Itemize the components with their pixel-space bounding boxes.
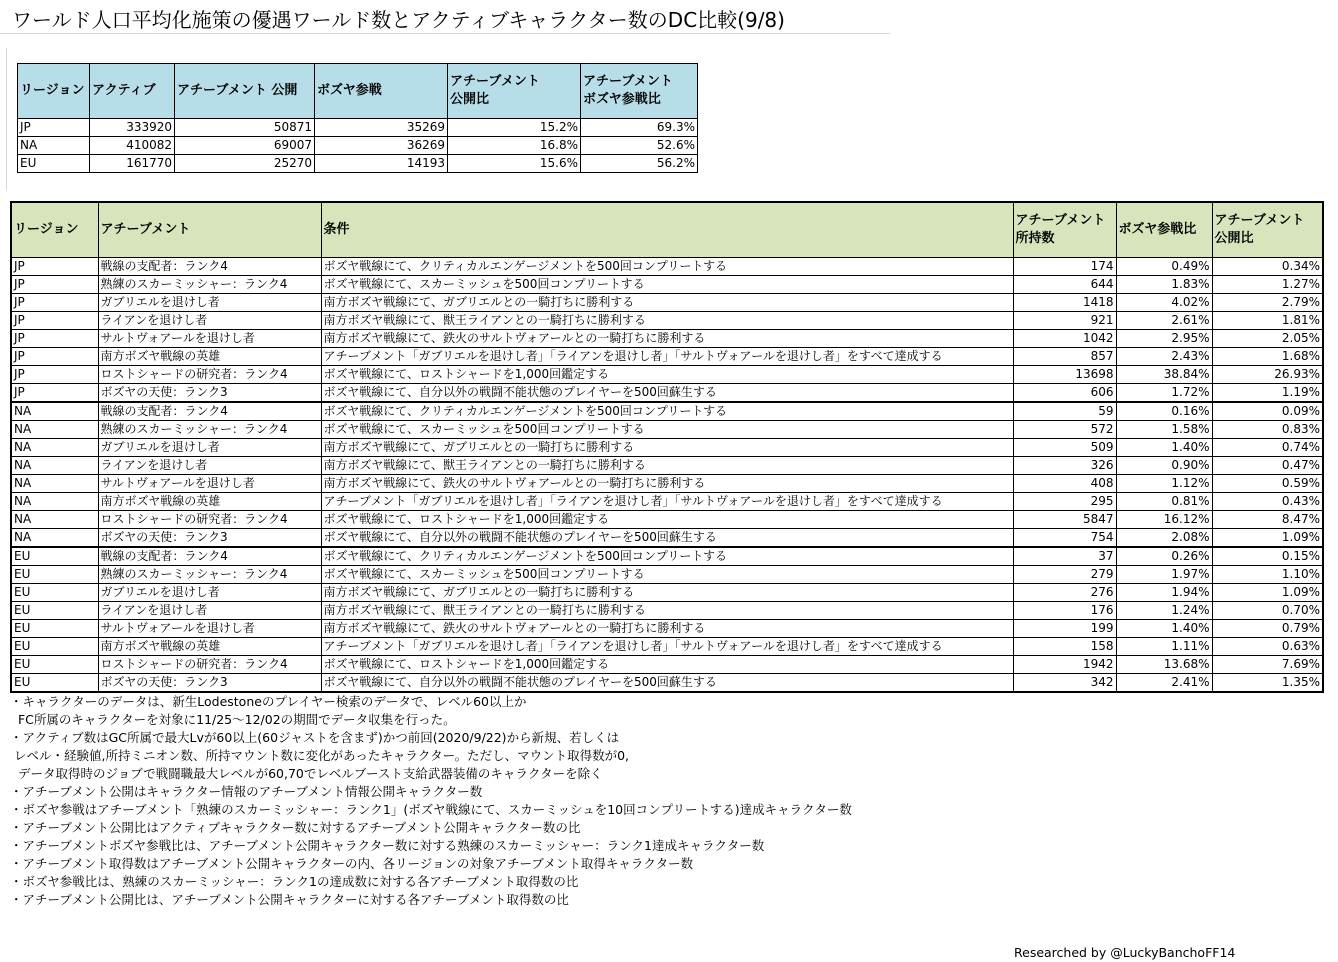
- table-cell: 0.34%: [1212, 258, 1323, 276]
- table-cell: 13698: [1013, 366, 1116, 384]
- table-cell: ボズヤの天使：ランク3: [98, 529, 321, 548]
- table-cell: 0.47%: [1212, 457, 1323, 475]
- table-cell: NA: [11, 493, 98, 511]
- table-cell: 1.83%: [1116, 276, 1212, 294]
- page-title: ワールド人口平均化施策の優遇ワールド数とアクティブキャラクター数のDC比較(9/8): [12, 8, 785, 32]
- table-row: [11, 656, 1323, 674]
- table-cell: 509: [1013, 439, 1116, 457]
- table-cell: ボズヤ戦線にて、自分以外の戦闘不能状態のプレイヤーを500回蘇生する: [321, 529, 1013, 548]
- table-cell: 1.72%: [1116, 384, 1212, 403]
- table-cell: 0.90%: [1116, 457, 1212, 475]
- table-cell: 26.93%: [1212, 366, 1323, 384]
- note-line: ・アチーブメント公開比は、アチーブメント公開キャラクターに対する各アチーブメント取得数の比: [10, 892, 569, 907]
- table-cell: 0.15%: [1212, 547, 1323, 566]
- table-cell: 16.12%: [1116, 511, 1212, 529]
- table-cell: 2.05%: [1212, 330, 1323, 348]
- table-cell: 644: [1013, 276, 1116, 294]
- table-row: [18, 155, 698, 173]
- table-cell: JP: [11, 276, 98, 294]
- table-cell: 1.40%: [1116, 439, 1212, 457]
- table-row: [11, 547, 1323, 566]
- table-cell: JP: [11, 384, 98, 403]
- table-row: [11, 366, 1323, 384]
- note-line: ・アチーブメント公開はキャラクター情報のアチーブメント情報公開キャラクター数: [10, 784, 483, 799]
- table-cell: 1942: [1013, 656, 1116, 674]
- table-cell: 15.6%: [448, 155, 581, 173]
- table-cell: 69007: [175, 137, 315, 155]
- table-cell: 0.26%: [1116, 547, 1212, 566]
- table-row: [11, 402, 1323, 421]
- table-row: [11, 439, 1323, 457]
- table-cell: 熟練のスカーミッシャー：ランク4: [98, 421, 321, 439]
- table-row: [11, 602, 1323, 620]
- table-cell: ボズヤの天使：ランク3: [98, 384, 321, 403]
- column-header: アチーブメント: [98, 202, 321, 258]
- column-header: リージョン: [11, 202, 98, 258]
- column-header: アクティブ: [90, 64, 175, 119]
- table-cell: ボズヤ戦線にて、クリティカルエンゲージメントを500回コンプリートする: [321, 547, 1013, 566]
- table-cell: EU: [11, 620, 98, 638]
- table-cell: ガブリエルを退けし者: [98, 439, 321, 457]
- table-cell: 1.11%: [1116, 638, 1212, 656]
- table-cell: 南方ボズヤ戦線にて、鉄火のサルトヴォアールとの一騎打ちに勝利する: [321, 330, 1013, 348]
- table-cell: 1.40%: [1116, 620, 1212, 638]
- table-cell: 1.09%: [1212, 529, 1323, 548]
- table-cell: 南方ボズヤ戦線にて、ガブリエルとの一騎打ちに勝利する: [321, 294, 1013, 312]
- table-cell: ボズヤ戦線にて、ロストシャードを1,000回鑑定する: [321, 366, 1013, 384]
- table-cell: 158: [1013, 638, 1116, 656]
- table-cell: 56.2%: [581, 155, 698, 173]
- table-cell: ボズヤ戦線にて、クリティカルエンゲージメントを500回コンプリートする: [321, 258, 1013, 276]
- table-cell: 2.41%: [1116, 674, 1212, 693]
- note-line: ・キャラクターのデータは、新生Lodestoneのプレイヤー検索のデータで、レベル60以上か: [10, 694, 527, 709]
- table-cell: 南方ボズヤ戦線にて、ガブリエルとの一騎打ちに勝利する: [321, 584, 1013, 602]
- table-cell: 4.02%: [1116, 294, 1212, 312]
- table-cell: 176: [1013, 602, 1116, 620]
- table-cell: EU: [11, 547, 98, 566]
- table-cell: 0.63%: [1212, 638, 1323, 656]
- table-cell: NA: [11, 457, 98, 475]
- table-cell: 0.70%: [1212, 602, 1323, 620]
- table-cell: 410082: [90, 137, 175, 155]
- table-cell: 37: [1013, 547, 1116, 566]
- divider: [0, 33, 890, 34]
- table-cell: 南方ボズヤ戦線の英雄: [98, 348, 321, 366]
- divider: [6, 48, 7, 190]
- note-line: レベル・経験値,所持ミニオン数、所持マウント数に変化があったキャラクター。ただし、マウント取得数が0,: [10, 748, 630, 763]
- table-cell: 戦線の支配者：ランク4: [98, 547, 321, 566]
- table-cell: EU: [11, 584, 98, 602]
- table-row: [11, 511, 1323, 529]
- table-cell: NA: [11, 402, 98, 421]
- table-cell: 0.43%: [1212, 493, 1323, 511]
- table-cell: 南方ボズヤ戦線の英雄: [98, 638, 321, 656]
- table-cell: 174: [1013, 258, 1116, 276]
- table-cell: 1.19%: [1212, 384, 1323, 403]
- table-row: [18, 119, 698, 137]
- table-cell: サルトヴォアールを退けし者: [98, 620, 321, 638]
- table-row: [11, 475, 1323, 493]
- table-cell: 1.97%: [1116, 566, 1212, 584]
- table-cell: サルトヴォアールを退けし者: [98, 475, 321, 493]
- column-header: アチーブメント 公開比: [448, 64, 581, 119]
- table-cell: 295: [1013, 493, 1116, 511]
- table-cell: 59: [1013, 402, 1116, 421]
- note-line: ・アチーブメントボズヤ参戦比は、アチーブメント公開キャラクター数に対する熟練のスカーミッシャー：ランク1達成キャラクター数: [10, 838, 765, 853]
- table-cell: 35269: [315, 119, 448, 137]
- table-row: [11, 258, 1323, 276]
- table-cell: ガブリエルを退けし者: [98, 294, 321, 312]
- table-cell: NA: [11, 439, 98, 457]
- table-row: [11, 330, 1323, 348]
- table-cell: 276: [1013, 584, 1116, 602]
- table-cell: 戦線の支配者：ランク4: [98, 402, 321, 421]
- table-cell: EU: [11, 638, 98, 656]
- table-cell: ライアンを退けし者: [98, 457, 321, 475]
- table-cell: 14193: [315, 155, 448, 173]
- table-cell: EU: [18, 155, 90, 173]
- column-header: アチーブメント 公開: [175, 64, 315, 119]
- table-cell: JP: [11, 330, 98, 348]
- table-cell: NA: [11, 529, 98, 548]
- notes: [10, 693, 852, 909]
- table-row: [11, 384, 1323, 403]
- table-cell: ボズヤ戦線にて、自分以外の戦闘不能状態のプレイヤーを500回蘇生する: [321, 384, 1013, 403]
- table-cell: 1.58%: [1116, 421, 1212, 439]
- table-row: [11, 421, 1323, 439]
- note-line: データ取得時のジョブで戦闘職最大レベルが60,70でレベルブースト支給武器装備のキャラクターを除く: [10, 766, 603, 781]
- table-cell: NA: [18, 137, 90, 155]
- table-cell: 1418: [1013, 294, 1116, 312]
- table-cell: ボズヤ戦線にて、クリティカルエンゲージメントを500回コンプリートする: [321, 402, 1013, 421]
- column-header: アチーブメント ボズヤ参戦比: [581, 64, 698, 119]
- table-cell: 1.24%: [1116, 602, 1212, 620]
- table-row: [11, 566, 1323, 584]
- table-cell: NA: [11, 421, 98, 439]
- table-cell: 南方ボズヤ戦線の英雄: [98, 493, 321, 511]
- table-cell: JP: [11, 348, 98, 366]
- table-cell: 熟練のスカーミッシャー：ランク4: [98, 566, 321, 584]
- table-row: [11, 620, 1323, 638]
- table-row: [11, 348, 1323, 366]
- note-line: ・ボズヤ参戦はアチーブメント「熟練のスカーミッシャー：ランク1」(ボズヤ戦線にて、スカーミッシュを10回コンプリートする)達成キャラクター数: [10, 802, 852, 817]
- table-cell: 606: [1013, 384, 1116, 403]
- table-cell: JP: [11, 312, 98, 330]
- table-cell: 南方ボズヤ戦線にて、獣王ライアンとの一騎打ちに勝利する: [321, 602, 1013, 620]
- table-cell: ボズヤ戦線にて、ロストシャードを1,000回鑑定する: [321, 656, 1013, 674]
- table-cell: 15.2%: [448, 119, 581, 137]
- table-cell: 0.09%: [1212, 402, 1323, 421]
- table-cell: NA: [11, 475, 98, 493]
- table-cell: アチーブメント「ガブリエルを退けし者」「ライアンを退けし者」「サルトヴォアールを退けし者」をすべて達成する: [321, 493, 1013, 511]
- note-line: ・アチーブメント取得数はアチーブメント公開キャラクターの内、各リージョンの対象アチーブメント取得キャラクター数: [10, 856, 694, 871]
- table-cell: EU: [11, 566, 98, 584]
- table-cell: 333920: [90, 119, 175, 137]
- table-cell: 69.3%: [581, 119, 698, 137]
- table-cell: 38.84%: [1116, 366, 1212, 384]
- note-line: ・アチーブメント公開比はアクティブキャラクター数に対するアチーブメント公開キャラクター数の比: [10, 820, 581, 835]
- table-cell: 南方ボズヤ戦線にて、獣王ライアンとの一騎打ちに勝利する: [321, 312, 1013, 330]
- table-row: [11, 457, 1323, 475]
- table-cell: 0.49%: [1116, 258, 1212, 276]
- table-cell: JP: [11, 366, 98, 384]
- table-cell: 0.59%: [1212, 475, 1323, 493]
- table-cell: ボズヤの天使：ランク3: [98, 674, 321, 693]
- table-cell: 戦線の支配者：ランク4: [98, 258, 321, 276]
- table-cell: 1.94%: [1116, 584, 1212, 602]
- table-cell: EU: [11, 602, 98, 620]
- table-cell: 1.81%: [1212, 312, 1323, 330]
- table-cell: EU: [11, 674, 98, 693]
- note-line: ・ボズヤ参戦比は、熟練のスカーミッシャー：ランク1の達成数に対する各アチーブメント取得数の比: [10, 874, 579, 889]
- table-cell: 1.10%: [1212, 566, 1323, 584]
- table-cell: JP: [11, 294, 98, 312]
- table-cell: 279: [1013, 566, 1116, 584]
- table-cell: ボズヤ戦線にて、スカーミッシュを500回コンプリートする: [321, 566, 1013, 584]
- table-cell: 2.95%: [1116, 330, 1212, 348]
- table-header-row: [18, 64, 698, 119]
- table-row: [11, 276, 1323, 294]
- table-cell: 0.79%: [1212, 620, 1323, 638]
- table-cell: 199: [1013, 620, 1116, 638]
- table-cell: 南方ボズヤ戦線にて、鉄火のサルトヴォアールとの一騎打ちに勝利する: [321, 475, 1013, 493]
- table-header-row: [11, 202, 1323, 258]
- column-header: ボズヤ参戦比: [1116, 202, 1212, 258]
- table-cell: 2.08%: [1116, 529, 1212, 548]
- column-header: 条件: [321, 202, 1013, 258]
- table-cell: ボズヤ戦線にて、自分以外の戦闘不能状態のプレイヤーを500回蘇生する: [321, 674, 1013, 693]
- table-cell: 572: [1013, 421, 1116, 439]
- table-cell: 1.68%: [1212, 348, 1323, 366]
- table-cell: 326: [1013, 457, 1116, 475]
- table-cell: ライアンを退けし者: [98, 602, 321, 620]
- table-cell: サルトヴォアールを退けし者: [98, 330, 321, 348]
- table-cell: 熟練のスカーミッシャー：ランク4: [98, 276, 321, 294]
- column-header: アチーブメント 公開比: [1212, 202, 1323, 258]
- table-cell: ボズヤ戦線にて、スカーミッシュを500回コンプリートする: [321, 421, 1013, 439]
- summary-table: [17, 63, 698, 173]
- table-row: [11, 294, 1323, 312]
- achievement-table: [10, 201, 1324, 693]
- table-cell: 50871: [175, 119, 315, 137]
- table-cell: 36269: [315, 137, 448, 155]
- table-row: [11, 312, 1323, 330]
- table-cell: 0.74%: [1212, 439, 1323, 457]
- note-line: ・アクティブ数はGC所属で最大Lvが60以上(60ジャストを含まず)かつ前回(2020/9/22)から新規、若しくは: [10, 730, 620, 745]
- credit: Researched by @LuckyBanchoFF14: [1014, 945, 1236, 960]
- table-cell: EU: [11, 656, 98, 674]
- column-header: リージョン: [18, 64, 90, 119]
- table-row: [18, 137, 698, 155]
- table-cell: ガブリエルを退けし者: [98, 584, 321, 602]
- table-cell: 13.68%: [1116, 656, 1212, 674]
- table-cell: 1.12%: [1116, 475, 1212, 493]
- table-row: [11, 674, 1323, 693]
- table-cell: 754: [1013, 529, 1116, 548]
- table-cell: 0.81%: [1116, 493, 1212, 511]
- table-cell: 2.43%: [1116, 348, 1212, 366]
- table-row: [11, 638, 1323, 656]
- table-cell: 0.16%: [1116, 402, 1212, 421]
- table-cell: 1.09%: [1212, 584, 1323, 602]
- table-cell: JP: [18, 119, 90, 137]
- table-cell: 南方ボズヤ戦線にて、鉄火のサルトヴォアールとの一騎打ちに勝利する: [321, 620, 1013, 638]
- table-cell: 52.6%: [581, 137, 698, 155]
- table-cell: 342: [1013, 674, 1116, 693]
- table-cell: 25270: [175, 155, 315, 173]
- table-cell: アチーブメント「ガブリエルを退けし者」「ライアンを退けし者」「サルトヴォアールを退けし者」をすべて達成する: [321, 638, 1013, 656]
- table-cell: 2.79%: [1212, 294, 1323, 312]
- table-cell: NA: [11, 511, 98, 529]
- table-cell: 1.35%: [1212, 674, 1323, 693]
- table-cell: 0.83%: [1212, 421, 1323, 439]
- table-cell: ロストシャードの研究者：ランク4: [98, 366, 321, 384]
- table-cell: 5847: [1013, 511, 1116, 529]
- table-cell: JP: [11, 258, 98, 276]
- table-cell: 921: [1013, 312, 1116, 330]
- table-cell: 857: [1013, 348, 1116, 366]
- table-row: [11, 493, 1323, 511]
- table-cell: 1.27%: [1212, 276, 1323, 294]
- table-cell: ボズヤ戦線にて、ロストシャードを1,000回鑑定する: [321, 511, 1013, 529]
- table-cell: 7.69%: [1212, 656, 1323, 674]
- table-cell: ライアンを退けし者: [98, 312, 321, 330]
- table-cell: 408: [1013, 475, 1116, 493]
- table-row: [11, 529, 1323, 548]
- table-cell: ロストシャードの研究者：ランク4: [98, 511, 321, 529]
- table-cell: 8.47%: [1212, 511, 1323, 529]
- table-cell: ボズヤ戦線にて、スカーミッシュを500回コンプリートする: [321, 276, 1013, 294]
- note-line: FC所属のキャラクターを対象に11/25～12/02の期間でデータ収集を行った。: [10, 712, 456, 727]
- table-cell: アチーブメント「ガブリエルを退けし者」「ライアンを退けし者」「サルトヴォアールを退けし者」をすべて達成する: [321, 348, 1013, 366]
- column-header: アチーブメント 所持数: [1013, 202, 1116, 258]
- table-cell: 16.8%: [448, 137, 581, 155]
- table-row: [11, 584, 1323, 602]
- table-cell: 161770: [90, 155, 175, 173]
- table-cell: 2.61%: [1116, 312, 1212, 330]
- table-cell: ロストシャードの研究者：ランク4: [98, 656, 321, 674]
- table-cell: 南方ボズヤ戦線にて、獣王ライアンとの一騎打ちに勝利する: [321, 457, 1013, 475]
- column-header: ボズヤ参戦: [315, 64, 448, 119]
- table-cell: 南方ボズヤ戦線にて、ガブリエルとの一騎打ちに勝利する: [321, 439, 1013, 457]
- table-cell: 1042: [1013, 330, 1116, 348]
